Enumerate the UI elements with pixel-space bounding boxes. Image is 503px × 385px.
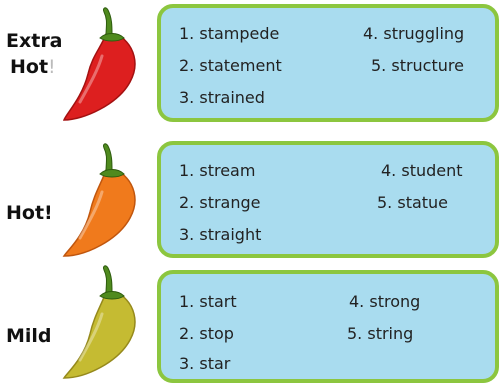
word-item: 1. start [179, 292, 237, 311]
word-item: 1. stampede [179, 24, 280, 43]
word-item: 4. student [381, 161, 463, 180]
word-item: 3. strained [179, 88, 265, 107]
word-item: 5. string [347, 324, 414, 343]
label-line [6, 54, 63, 80]
word-item: 3. star [179, 354, 231, 373]
label-exclamation: ! [48, 56, 56, 78]
pepper-body [64, 170, 135, 256]
label-line: Extra [6, 30, 63, 52]
pepper-body [64, 292, 135, 378]
word-item: 2. strange [179, 193, 261, 212]
level-label-hot [6, 200, 53, 226]
pepper-body [64, 34, 135, 120]
word-box-mild [157, 270, 499, 383]
word-item: 1. stream [179, 161, 256, 180]
word-item: 3. straight [179, 225, 262, 244]
label-line: Mild [6, 325, 52, 347]
word-box-hot [157, 141, 499, 258]
word-item: 2. stop [179, 324, 234, 343]
level-label-extra-hot [6, 28, 63, 80]
label-line: Hot! [6, 202, 53, 224]
red-chili-pepper-icon [62, 6, 154, 126]
word-item: 4. struggling [363, 24, 465, 43]
word-item: 5. structure [371, 56, 464, 75]
word-box-extra-hot [157, 4, 499, 122]
word-item: 5. statue [377, 193, 449, 212]
level-label-mild [6, 323, 52, 349]
yellow-chili-pepper-icon [62, 264, 154, 384]
orange-chili-pepper-icon [62, 142, 154, 262]
word-item: 4. strong [349, 292, 421, 311]
label-word: Hot [10, 56, 49, 78]
word-item: 2. statement [179, 56, 282, 75]
